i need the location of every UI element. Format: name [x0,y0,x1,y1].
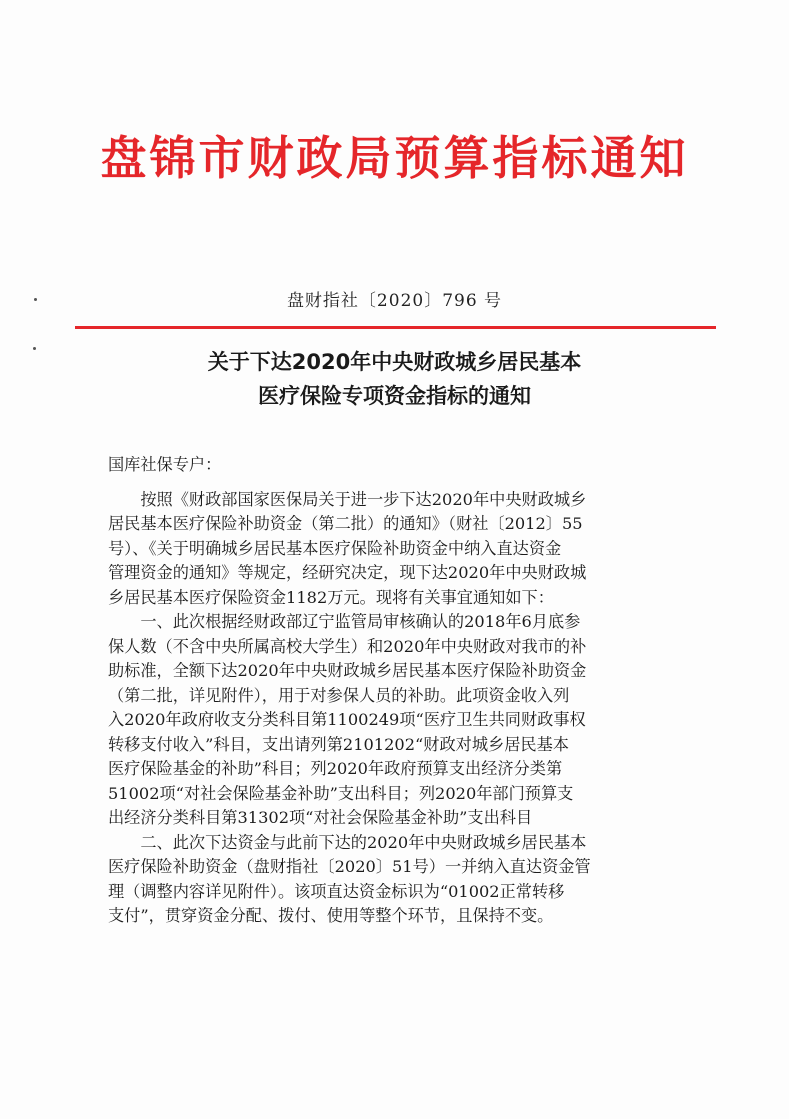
body-line: 出经济分类科目第31302项“对社会保险基金补助”支出科目 [108,808,533,827]
body-line: 医疗保险基金的补助”科目；列2020年政府预算支出经济分类第 [108,759,563,778]
body-line: 支付”，贯穿资金分配、拨付、使用等整个环节，且保持不变。 [108,906,554,925]
notice-title-line-1: 关于下达2020年中央财政城乡居民基本 [207,350,582,374]
body-line: 一、此次根据经财政部辽宁监管局审核确认的2018年6月底参 [108,612,581,631]
notice-title-line-2: 医疗保险专项资金指标的通知 [258,384,531,408]
body-line: 居民基本医疗保险补助资金（第二批）的通知》（财社〔2012〕55 [108,514,583,533]
body-line: 保人数（不含中央所属高校大学生）和2020年中央财政对我市的补 [108,636,587,656]
body-line: 按照《财政部国家医保局关于进一步下达2020年中央财政城乡 [108,489,587,509]
body-line: 号）、《关于明确城乡居民基本医疗保险补助资金中纳入直达资金 [108,538,562,558]
notice-body [108,453,700,929]
body-line: （第二批，详见附件），用于对参保人员的补助。此项资金收入列 [108,685,570,705]
document-number: 盘财指社〔2020〕796 号 [286,291,503,311]
body-line: 理（调整内容详见附件）。该项直达资金标识为“01002正常转移 [108,881,565,901]
masthead-title: 盘锦市财政局预算指标通知 [100,131,689,185]
notice-title [0,345,789,413]
red-divider-line [75,326,716,329]
body-line: 入2020年政府收支分类科目第1100249项“医疗卫生共同财政事权 [108,710,586,729]
body-line: 乡居民基本医疗保险资金1182万元。现将有关事宜通知如下： [108,587,554,607]
salutation: 国库社保专户： [108,455,222,474]
body-line: 转移支付收入”科目，支出请列第2101202“财政对城乡居民基本 [108,734,569,754]
body-line: 医疗保险补助资金（盘财指社〔2020〕51号）一并纳入直达资金管 [108,857,591,876]
scan-speck [34,298,37,301]
body-line: 助标准，全额下达2020年中央财政城乡居民基本医疗保险补助资金 [108,661,587,680]
body-line: 管理资金的通知》等规定，经研究决定，现下达2020年中央财政城 [108,563,587,582]
body-line: 二、此次下达资金与此前下达的2020年中央财政城乡居民基本 [108,832,587,852]
body-line: 51002项“对社会保险基金补助”支出科目；列2020年部门预算支 [108,783,574,803]
